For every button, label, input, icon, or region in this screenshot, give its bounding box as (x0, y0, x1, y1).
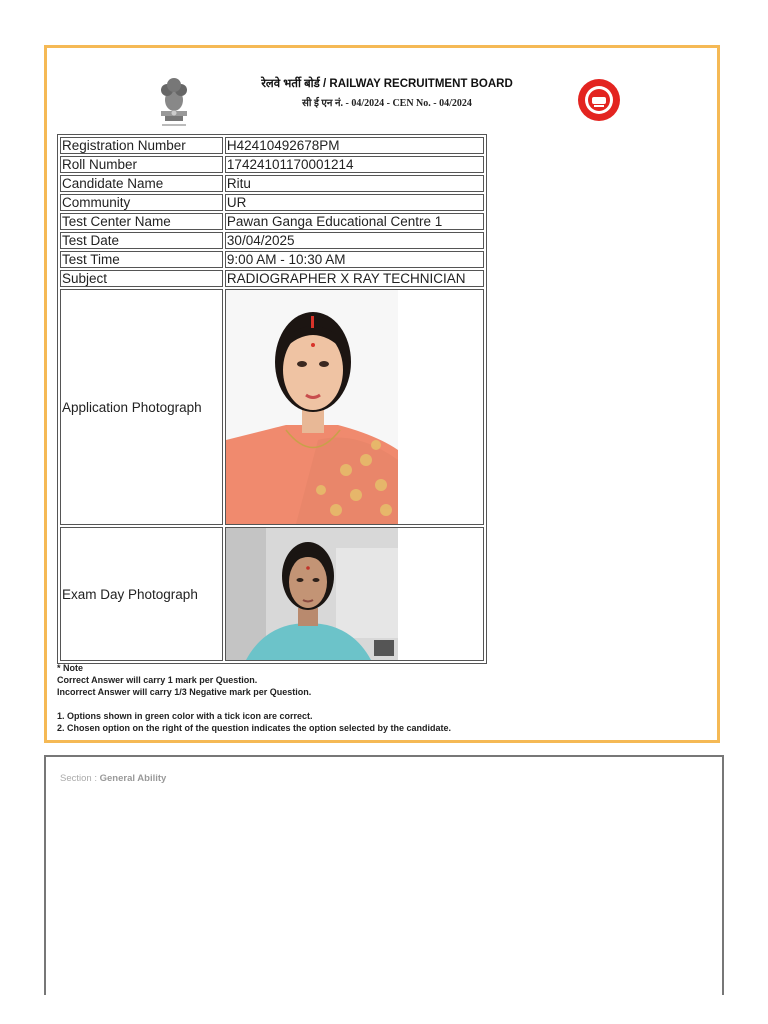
application-photo-cell (225, 289, 484, 525)
application-photograph (226, 290, 398, 524)
subject-value: RADIOGRAPHER X RAY TECHNICIAN (225, 270, 484, 287)
test-date-value: 30/04/2025 (225, 232, 484, 249)
title-block (207, 76, 567, 109)
note-item-1: 1. Options shown in green color with a tick icon are correct. (57, 711, 313, 721)
candidate-card (44, 45, 720, 743)
table-row (60, 251, 484, 268)
board-title: रेलवे भर्ती बोर्ड / RAILWAY RECRUITMENT BOARD (261, 78, 513, 90)
header (57, 58, 713, 138)
candidate-name-value: Ritu (225, 175, 484, 192)
note-incorrect-answer: Incorrect Answer will carry 1/3 Negative mark per Question. (57, 687, 312, 697)
section-prefix: Section : (60, 773, 97, 784)
note-heading: * Note (57, 663, 84, 673)
community-label: Community (60, 194, 223, 211)
exam-day-photograph-label: Exam Day Photograph (60, 527, 223, 661)
test-time-label: Test Time (60, 251, 223, 268)
roll-number-value: 17424101170001214 (225, 156, 484, 173)
exam-day-photo-cell (225, 527, 484, 661)
notes (57, 662, 451, 734)
test-center-label: Test Center Name (60, 213, 223, 230)
community-value: UR (225, 194, 484, 211)
section-name: General Ability (99, 773, 167, 784)
table-row (60, 270, 484, 287)
test-date-label: Test Date (60, 232, 223, 249)
national-emblem-icon (149, 70, 199, 130)
table-row (60, 289, 484, 525)
roll-number-label: Roll Number (60, 156, 223, 173)
cen-number: सी ई एन नं. - 04/2024 - CEN No. - 04/2024 (302, 98, 472, 109)
note-correct-answer: Correct Answer will carry 1 mark per Question. (57, 675, 258, 685)
candidate-details-table (57, 134, 487, 664)
table-row (60, 175, 484, 192)
candidate-name-label: Candidate Name (60, 175, 223, 192)
railway-logo-icon (577, 78, 621, 122)
registration-number-label: Registration Number (60, 137, 223, 154)
subject-label: Subject (60, 270, 223, 287)
note-item-2: 2. Chosen option on the right of the question indicates the option selected by the candidate. (57, 723, 452, 733)
table-row (60, 527, 484, 661)
section-label (60, 773, 166, 784)
table-row (60, 194, 484, 211)
table-row (60, 156, 484, 173)
table-row (60, 232, 484, 249)
application-photograph-label: Application Photograph (60, 289, 223, 525)
test-time-value: 9:00 AM - 10:30 AM (225, 251, 484, 268)
section-card (44, 755, 724, 995)
table-row (60, 137, 484, 154)
registration-number-value: H42410492678PM (225, 137, 484, 154)
exam-day-photograph (226, 528, 398, 660)
table-row (60, 213, 484, 230)
test-center-value: Pawan Ganga Educational Centre 1 (225, 213, 484, 230)
